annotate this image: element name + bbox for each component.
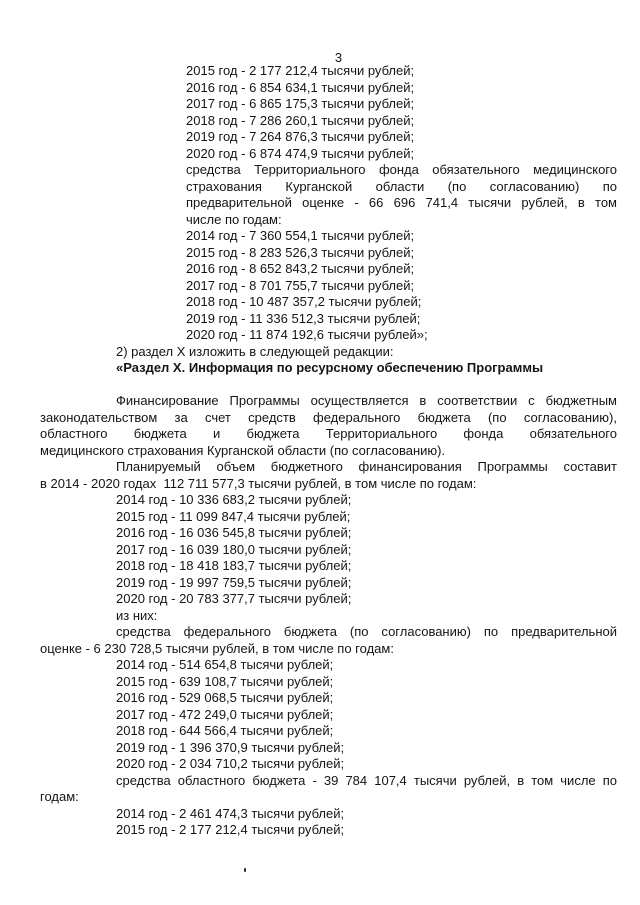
text-line: 2015 год - 2 177 212,4 тысячи рублей; [186, 63, 415, 78]
text-line: 2019 год - 11 336 512,3 тысячи рублей; [186, 310, 421, 326]
text-line: Планируемый объем бюджетного финансирования Программы составит [116, 459, 617, 474]
text-line: в 2014 - 2020 годах 112 711 577,3 тысячи рублей, в том числе по годам: [40, 475, 477, 491]
text-line: 2015 год - 639 108,7 тысячи рублей; [116, 673, 334, 689]
text-line: 2014 год - 10 336 683,2 тысячи рублей; [116, 492, 352, 507]
text-line: 2019 год - 1 396 370,9 тысячи рублей; [116, 739, 345, 755]
text-line: «Раздел X. Информация по ресурсному обеспечению Программы [116, 360, 544, 375]
text-line: 2018 год - 7 286 260,1 тысячи рублей; [186, 112, 415, 128]
text-line: из них: [116, 607, 158, 623]
ink-speck-artifact [244, 868, 246, 872]
text-line: страхования Курганской области (по согласованию) по [186, 178, 617, 194]
text-line: 2014 год - 7 360 554,1 тысячи рублей; [186, 228, 415, 243]
text-line: 2017 год - 8 701 755,7 тысячи рублей; [186, 277, 415, 293]
text-line: 2019 год - 7 264 876,3 тысячи рублей; [186, 129, 415, 144]
text-line: 2018 год - 10 487 357,2 тысячи рублей; [186, 294, 422, 309]
text-line: 2017 год - 6 865 175,3 тысячи рублей; [186, 96, 415, 111]
text-line: 2016 год - 6 854 634,1 тысячи рублей; [186, 79, 415, 95]
text-line: 2016 год - 529 068,5 тысячи рублей; [116, 690, 334, 705]
text-line: средства Территориального фонда обязательного медицинского [186, 162, 617, 177]
text-line: Финансирование Программы осуществляется в соответствии с бюджетным [116, 393, 617, 408]
text-line: 2015 год - 11 099 847,4 тысячи рублей; [116, 508, 351, 524]
text-line: 2014 год - 2 461 474,3 тысячи рублей; [116, 805, 345, 821]
text-line: областного бюджета и бюджета Территориального фонда обязательного [40, 426, 617, 441]
text-line: 2020 год - 6 874 474,9 тысячи рублей; [186, 145, 415, 161]
blank-line [40, 377, 617, 394]
text-line: медицинского страхования Курганской области (по согласованию). [40, 442, 446, 458]
text-line: средства областного бюджета - 39 784 107,4 тысячи рублей, в том числе по [116, 772, 617, 788]
document-body [40, 63, 617, 839]
text-line: законодательством за счет средств федерального бюджета (по согласованию), [40, 409, 617, 425]
text-line: 2020 год - 11 874 192,6 тысячи рублей»; [186, 327, 428, 342]
text-line: 2014 год - 514 654,8 тысячи рублей; [116, 657, 334, 672]
text-line: годам: [40, 789, 79, 804]
text-line: средства федерального бюджета (по согласованию) по предварительной [116, 624, 617, 639]
text-line: 2016 год - 16 036 545,8 тысячи рублей; [116, 525, 352, 540]
text-line: числе по годам: [186, 211, 282, 227]
text-line: 2017 год - 16 039 180,0 тысячи рублей; [116, 541, 352, 557]
text-line: 2018 год - 18 418 183,7 тысячи рублей; [116, 558, 352, 573]
text-line: 2) раздел X изложить в следующей редакции: [116, 343, 394, 359]
text-line: 2017 год - 472 249,0 тысячи рублей; [116, 706, 334, 722]
text-line: оценке - 6 230 728,5 тысячи рублей, в том числе по годам: [40, 640, 394, 656]
text-line: 2015 год - 2 177 212,4 тысячи рублей; [116, 822, 345, 837]
text-line: 2016 год - 8 652 843,2 тысячи рублей; [186, 261, 415, 276]
text-line: 2018 год - 644 566,4 тысячи рублей; [116, 723, 334, 738]
text-line: предварительной оценке - 66 696 741,4 тысячи рублей, в том [186, 195, 617, 210]
text-line: 2020 год - 2 034 710,2 тысячи рублей; [116, 756, 345, 771]
text-line: 2015 год - 8 283 526,3 тысячи рублей; [186, 244, 415, 260]
text-line: 2020 год - 20 783 377,7 тысячи рублей; [116, 591, 352, 606]
page-number: 3 [334, 50, 343, 65]
text-line: 2019 год - 19 997 759,5 тысячи рублей; [116, 574, 352, 590]
